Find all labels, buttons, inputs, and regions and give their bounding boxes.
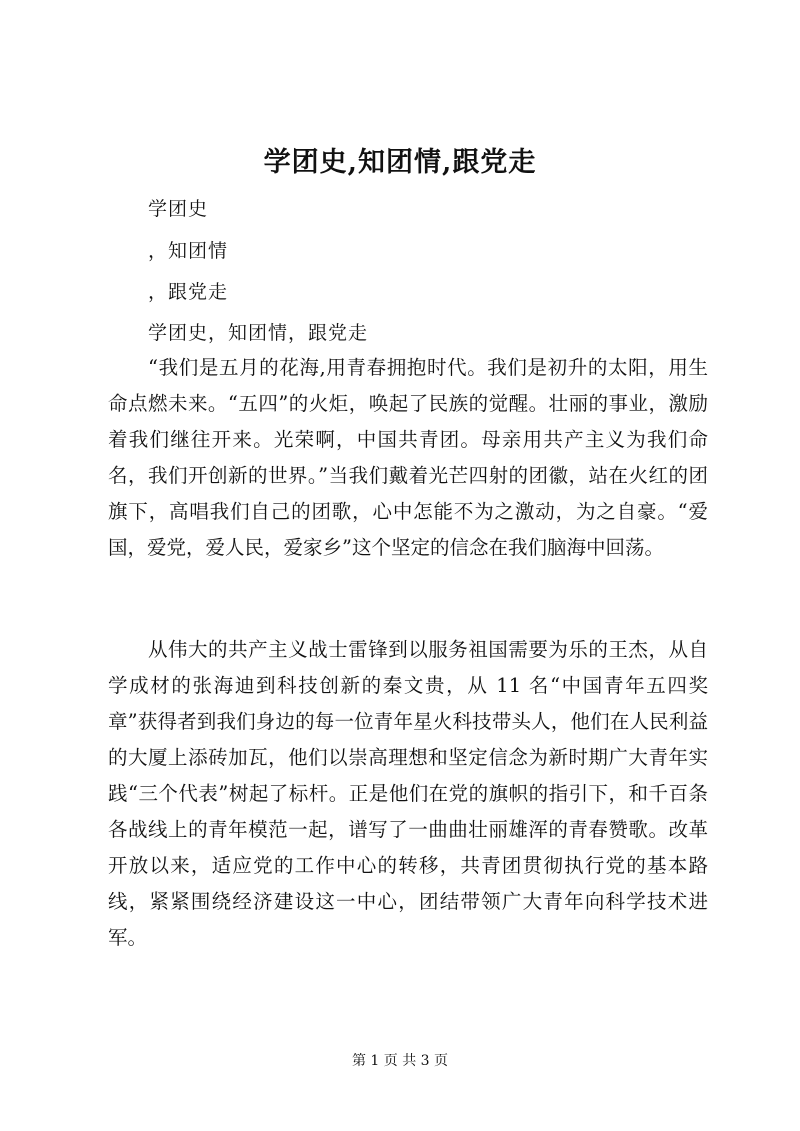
paragraph-1: “我们是五月的花海,用青春拥抱时代。我们是初升的太阳，用生命点燃未来。“五四”的火炬，唤起了民族的觉醒。壮丽的事业，激励着我们继往开来。光荣啊，中国共青团。母亲用共产主义为我们命名，我们开创新的世界。”当我们戴着光芒四射的团徽，站在火红的团旗下，高唱我们自己的团歌，心中怎能不为之激动，为之自豪。“爱国，爱党，爱人民，爱家乡”这个坚定的信念在我们脑海中回荡。 (108, 356, 708, 559)
heading-line-4: 学团史，知团情，跟党走 (148, 322, 369, 344)
paragraph-2: 从伟大的共产主义战士雷锋到以服务祖国需要为乐的王杰，从自学成材的张海迪到科技创新的秦文贵，从 11 名“中国青年五四奖章”获得者到我们身边的每一位青年星火科技带头人，他们在人民利益的大厦上添砖加瓦，他们以崇高理想和坚定信念为新时期广大青年实践“三个代表”树起了标杆。正是他们在党的旗帜的指引下，和千百条各战线上的青年模范一起，谱写了一曲曲壮丽雄浑的青春赞歌。改革开放以来，适应党的工作中心的转移，共青团贯彻执行党的基本路线，紧紧围绕经济建设这一中心，团结带领广大青年向科学技术进军。 (108, 638, 708, 949)
page-number-footer: 第 1 页 共 3 页 (351, 1053, 449, 1069)
heading-line-3: ，跟党走 (148, 281, 229, 303)
heading-line-2: ，知团情 (148, 240, 229, 262)
document-title: 学团史,知团情,跟党走 (263, 147, 537, 178)
heading-line-1: 学团史 (148, 198, 209, 220)
